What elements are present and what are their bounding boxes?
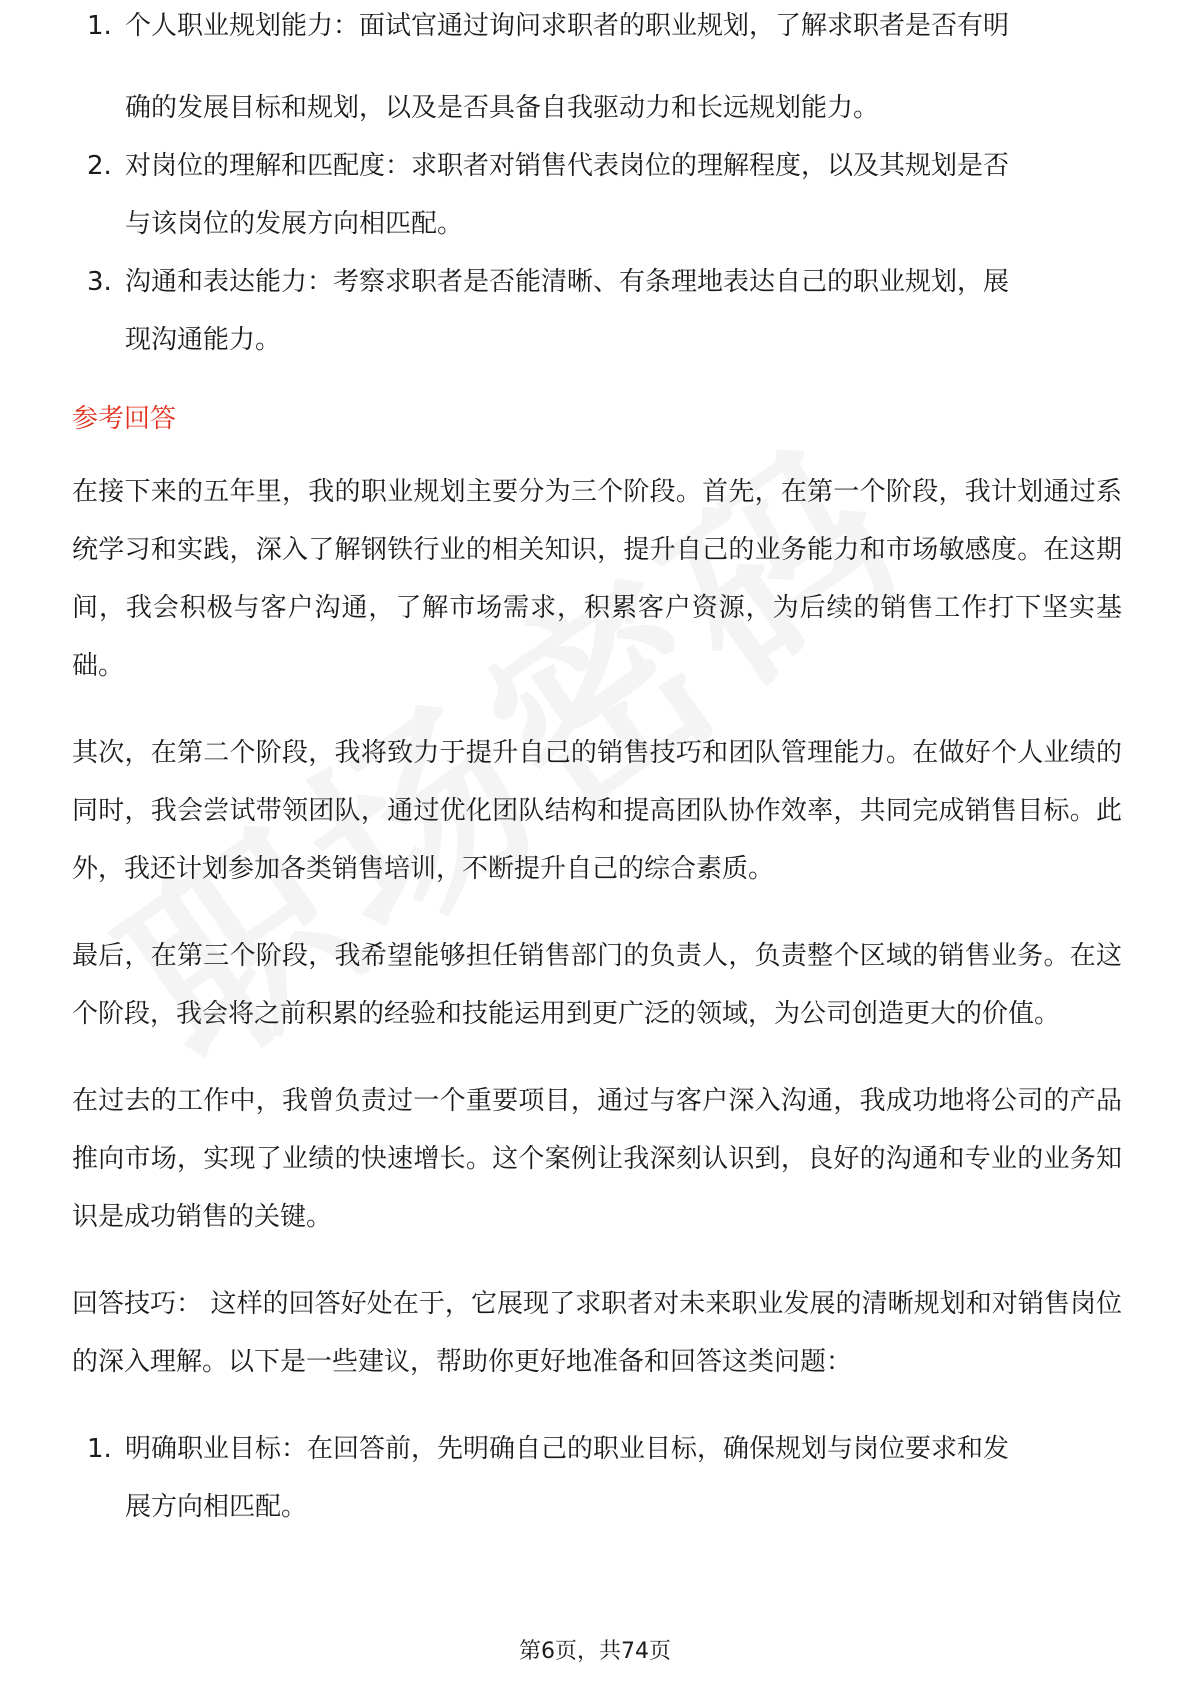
list-item <box>72 1420 1122 1536</box>
list-item-text: 确的发展目标和规划，以及是否具备自我驱动力和长远规划能力。 <box>125 93 880 123</box>
answer-paragraph: 在过去的工作中，我曾负责过一个重要项目，通过与客户深入沟通，我成功地将公司的产品推向市场，实现了业绩的快速增长。这个案例让我深刻认识到，良好的沟通和专业的业务知识是成功销售的关键。 <box>72 1086 1122 1232</box>
answer-paragraph: 最后，在第三个阶段，我希望能够担任销售部门的负责人，负责整个区域的销售业务。在这个阶段，我会将之前积累的经验和技能运用到更广泛的领域，为公司创造更大的价值。 <box>72 941 1122 1029</box>
answer-tips-paragraph: 回答技巧： 这样的回答好处在于，它展现了求职者对未来职业发展的清晰规划和对销售岗位的深入理解。以下是一些建议，帮助你更好地准备和回答这类问题： <box>72 1289 1122 1377</box>
list-item <box>72 137 1122 253</box>
list-number: 1. <box>87 1434 112 1464</box>
list-item <box>72 0 1122 55</box>
list-item-text: 现沟通能力。 <box>125 325 282 355</box>
list-number: 1. <box>87 11 112 41</box>
list-item-text: 展方向相匹配。 <box>125 1492 308 1522</box>
answer-paragraph: 在接下来的五年里，我的职业规划主要分为三个阶段。首先，在第一个阶段，我计划通过系统学习和实践，深入了解钢铁行业的相关知识，提升自己的业务能力和市场敏感度。在这期间，我会积极与客户沟通，了解市场需求，积累客户资源，为后续的销售工作打下坚实基础。 <box>72 477 1122 681</box>
list-item-text: 与该岗位的发展方向相匹配。 <box>125 209 464 239</box>
page-content <box>72 11 1122 1536</box>
tips-list <box>72 1420 1122 1536</box>
list-item-continuation <box>72 79 1122 137</box>
list-number: 2. <box>87 151 112 181</box>
list-item-text: 沟通和表达能力：考察求职者是否能清晰、有条理地表达自己的职业规划，展 <box>125 267 1010 297</box>
list-item-text: 明确职业目标：在回答前，先明确自己的职业目标，确保规划与岗位要求和发 <box>125 1434 1010 1464</box>
list-item <box>72 253 1122 369</box>
answer-paragraph: 其次，在第二个阶段，我将致力于提升自己的销售技巧和团队管理能力。在做好个人业绩的同时，我会尝试带领团队，通过优化团队结构和提高团队协作效率，共同完成销售目标。此外，我还计划参加各类销售培训，不断提升自己的综合素质。 <box>72 738 1122 884</box>
clipped-list-item <box>72 11 1122 87</box>
list-item-text: 对岗位的理解和匹配度：求职者对销售代表岗位的理解程度，以及其规划是否 <box>125 151 1010 181</box>
criteria-list <box>72 79 1122 369</box>
page-number-footer: 第6页，共74页 <box>519 1639 671 1664</box>
section-title-reference-answer: 参考回答 <box>72 404 177 434</box>
list-item-text: 个人职业规划能力：面试官通过询问求职者的职业规划，了解求职者是否有明 <box>125 11 1010 41</box>
list-number: 3. <box>87 267 112 297</box>
